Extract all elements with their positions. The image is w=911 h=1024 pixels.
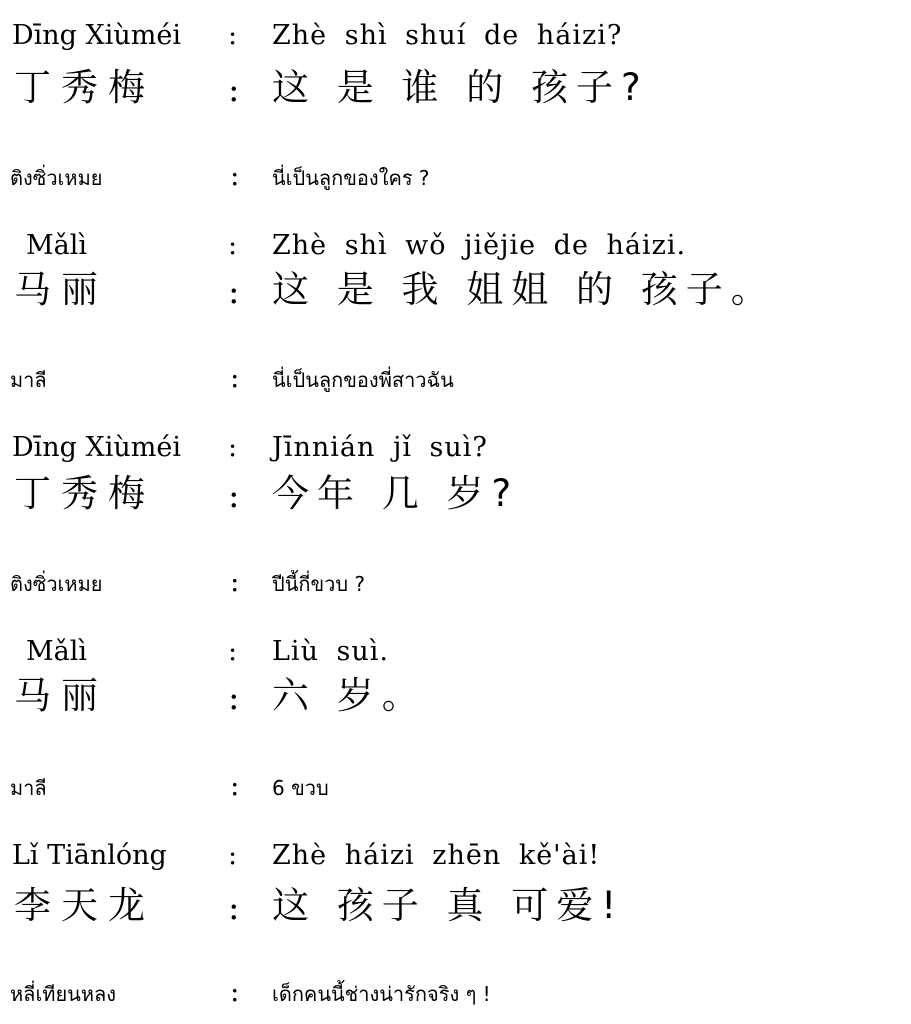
hanzi-line <box>0 268 911 312</box>
utterance-thai: นี่เป็นลูกของใคร ? <box>272 166 430 190</box>
colon: : <box>228 272 240 312</box>
speaker-pinyin: Lǐ Tiānlóng <box>12 840 167 871</box>
speaker-hanzi: 马丽 <box>14 674 108 717</box>
pinyin-line <box>0 636 911 667</box>
utterance-thai: 6 ขวบ <box>272 776 329 800</box>
thai-line <box>0 361 911 394</box>
colon: : <box>230 769 240 802</box>
speaker-thai: หลี่เทียนหลง <box>10 982 117 1006</box>
colon: : <box>228 230 238 261</box>
speaker-thai: ติงซิ่วเหมย <box>10 166 103 190</box>
speaker-thai: มาลี <box>10 776 47 800</box>
pinyin-line <box>0 230 911 261</box>
utterance-thai: เด็กคนนี้ช่างน่ารักจริง ๆ ! <box>272 982 491 1006</box>
utterance-hanzi: 这 是 我 姐姐 的 孩子。 <box>272 268 776 311</box>
colon: : <box>228 70 240 110</box>
speaker-thai: มาลี <box>10 368 47 392</box>
utterance-pinyin: Jīnnián jǐ suì? <box>272 432 488 463</box>
speaker-hanzi: 丁秀梅 <box>14 472 155 515</box>
colon: : <box>230 361 240 394</box>
hanzi-line <box>0 674 911 718</box>
colon: : <box>228 888 240 928</box>
pinyin-line <box>0 432 911 463</box>
colon: : <box>228 20 238 51</box>
utterance-thai: ปีนี้กี่ขวบ ? <box>272 572 366 596</box>
colon: : <box>230 159 240 192</box>
colon: : <box>228 840 238 871</box>
speaker-pinyin: Dīng Xiùméi <box>12 20 182 51</box>
colon: : <box>230 975 240 1008</box>
colon: : <box>228 678 240 718</box>
utterance-thai: นี่เป็นลูกของพี่สาวฉัน <box>272 368 454 392</box>
pinyin-line <box>0 840 911 871</box>
speaker-pinyin: Mǎlì <box>26 230 88 261</box>
thai-line <box>0 159 911 192</box>
utterance-pinyin: Zhè shì shuí de háizi? <box>272 20 623 51</box>
speaker-hanzi: 丁秀梅 <box>14 66 155 109</box>
hanzi-line <box>0 472 911 516</box>
colon: : <box>228 636 238 667</box>
speaker-hanzi: 马丽 <box>14 268 108 311</box>
utterance-hanzi: 这 孩子 真 可爱! <box>272 884 625 927</box>
speaker-pinyin: Dīng Xiùméi <box>12 432 182 463</box>
speaker-hanzi: 李天龙 <box>14 884 155 927</box>
colon: : <box>228 432 238 463</box>
thai-line <box>0 975 911 1008</box>
utterance-hanzi: 这 是 谁 的 孩子? <box>272 66 649 109</box>
hanzi-line <box>0 884 911 928</box>
thai-line <box>0 769 911 802</box>
speaker-thai: ติงซิ่วเหมย <box>10 572 103 596</box>
colon: : <box>228 476 240 516</box>
utterance-pinyin: Zhè shì wǒ jiějie de háizi. <box>272 230 687 261</box>
hanzi-line <box>0 66 911 110</box>
thai-line <box>0 565 911 598</box>
utterance-hanzi: 今年 几 岁? <box>272 472 520 515</box>
colon: : <box>230 565 240 598</box>
utterance-hanzi: 六 岁。 <box>272 674 427 717</box>
utterance-pinyin: Liù suì. <box>272 636 389 667</box>
pinyin-line <box>0 20 911 51</box>
speaker-pinyin: Mǎlì <box>26 636 88 667</box>
utterance-pinyin: Zhè háizi zhēn kě'ài! <box>272 840 601 871</box>
